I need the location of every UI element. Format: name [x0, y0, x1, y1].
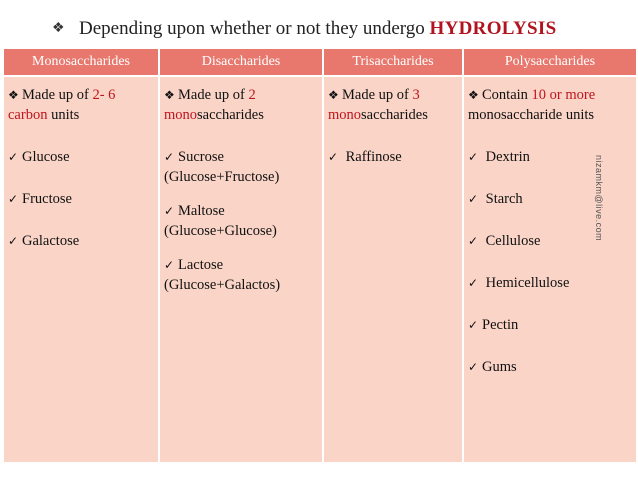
heading-text [79, 14, 556, 44]
check-icon: ✓ [468, 150, 479, 164]
mono-definition: ❖ Made up of 2- 6 carbon units [8, 87, 116, 123]
table-header-row [3, 48, 637, 76]
di-definition: ❖ Made up of 2 monosaccharides [164, 87, 264, 123]
check-icon: ✓ [468, 234, 479, 248]
poly-definition: ❖ Contain 10 or more monosaccharide units [468, 87, 596, 123]
carbohydrate-classification-table [2, 47, 638, 464]
cell-monosaccharides [3, 76, 159, 463]
author-watermark: nizamkm@live.com [594, 155, 604, 242]
heading-prefix: Depending upon whether or not they undergo [79, 18, 430, 39]
header-polysaccharides: Polysaccharides [463, 48, 637, 76]
header-monosaccharides: Monosaccharides [3, 48, 159, 76]
check-icon: ✓ [8, 234, 19, 248]
list-item: ✓ Dextrin [468, 149, 530, 165]
check-icon: ✓ [8, 150, 19, 164]
check-icon: ✓ [164, 150, 175, 164]
check-icon: ✓ [164, 258, 175, 272]
list-item: ✓ Fructose [8, 191, 72, 207]
check-icon: ✓ [328, 150, 339, 164]
list-item: ✓ Glucose [8, 149, 70, 165]
cell-trisaccharides [323, 76, 463, 463]
diamond-icon: ❖ [328, 88, 339, 102]
list-item: ✓ Starch [468, 191, 523, 207]
diamond-bullet-icon: ❖ [52, 21, 65, 36]
check-icon: ✓ [8, 192, 19, 206]
list-item: ✓ Galactose [8, 233, 80, 249]
heading-highlight: HYDROLYSIS [429, 18, 557, 39]
list-item: ✓ Gums [468, 359, 517, 375]
check-icon: ✓ [468, 318, 479, 332]
check-icon: ✓ [468, 276, 479, 290]
header-trisaccharides: Trisaccharides [323, 48, 463, 76]
check-icon: ✓ [164, 204, 175, 218]
table-row [3, 76, 637, 463]
tri-definition: ❖ Made up of 3 monosaccharides [328, 87, 428, 123]
diamond-icon: ❖ [468, 88, 479, 102]
cell-polysaccharides [463, 76, 637, 463]
list-item: ✓ Lactose (Glucose+Galactos) [164, 257, 281, 293]
list-item: ✓ Maltose (Glucose+Glucose) [164, 203, 277, 239]
check-icon: ✓ [468, 192, 479, 206]
list-item: ✓ Pectin [468, 317, 519, 333]
diamond-icon: ❖ [8, 88, 19, 102]
list-item: ✓ Cellulose [468, 233, 541, 249]
diamond-icon: ❖ [164, 88, 175, 102]
slide-heading [0, 14, 638, 44]
cell-disaccharides [159, 76, 323, 463]
list-item: ✓ Raffinose [328, 149, 402, 165]
list-item: ✓ Sucrose (Glucose+Fructose) [164, 149, 280, 185]
check-icon: ✓ [468, 360, 479, 374]
list-item: ✓ Hemicellulose [468, 275, 570, 291]
header-disaccharides: Disaccharides [159, 48, 323, 76]
